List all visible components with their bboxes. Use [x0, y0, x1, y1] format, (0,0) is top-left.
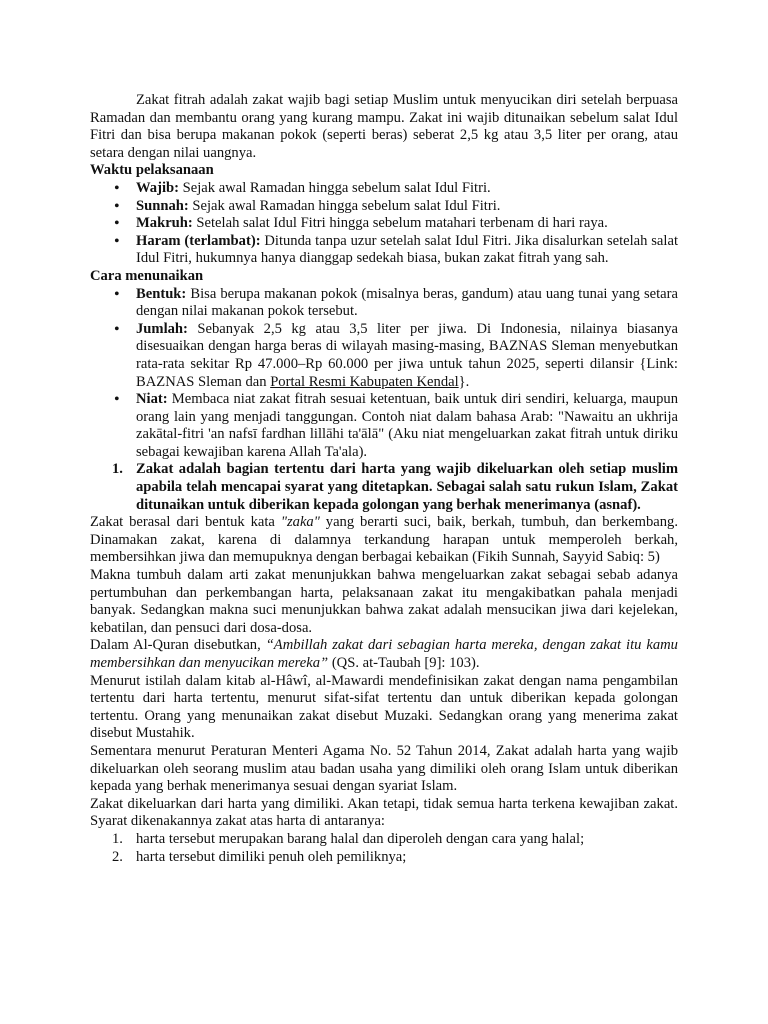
paragraph-mawardi: Menurut istilah dalam kitab al-Hâwî, al-Mawardi mendefinisikan zakat dengan nama pengambilan tertentu dari harta tertentu, menurut sifat-sifat tertentu dan untuk diberikan kepada golongan tertentu. Orang yang menunaikan zakat disebut Muzaki. Sedangkan orang yang menerima zakat disebut Mustahik. [90, 672, 678, 742]
paragraph-zaka [90, 514, 678, 567]
list-item [90, 215, 678, 233]
text-span: Zakat berasal dari bentuk kata [90, 514, 281, 531]
text-span: (QS. at-Taubah [9]: 103). [328, 655, 480, 671]
term-niat: Niat: [136, 391, 168, 408]
syarat-text: harta tersebut dimiliki penuh oleh pemiliknya; [136, 848, 407, 865]
desc-wajib: Sejak awal Ramadan hingga sebelum salat Idul Fitri. [178, 179, 491, 196]
desc-jumlah-end: }. [458, 373, 470, 390]
desc-haram: Ditunda tanpa uzur setelah salat Idul Fitri. Jika disalurkan setelah salat Idul Fitri, hukumnya hanya dianggap sedekah biasa, bukan zakat fitrah yang sah. [136, 232, 678, 267]
text-span: Dalam Al-Quran disebutkan, [90, 637, 266, 654]
quran-quote: “Ambillah zakat dari sebagian harta mereka, dengan zakat itu kamu membersihkan dan menyucikan mereka” [90, 637, 678, 671]
term-zaka: "zaka" [280, 514, 320, 531]
desc-niat: Membaca niat zakat fitrah sesuai ketentuan, baik untuk diri sendiri, keluarga, maupun orang lain yang menjadi tanggungan. Contoh niat dalam bahasa Arab: "Nawaitu an ukhrija zakātal-fitri 'an nafsī fardhan lillāhi ta'ālā" (Aku niat mengeluarkan zakat fitrah untuk diriku sebagai kewajiban karena Allah Ta'ala). [136, 391, 678, 460]
paragraph-dikeluarkan: Zakat dikeluarkan dari harta yang dimiliki. Akan tetapi, tidak semua harta terkena kewajiban zakat. Syarat dikenakannya zakat atas harta di antaranya: [90, 795, 678, 830]
list-item [90, 180, 678, 198]
definition-text: Zakat adalah bagian tertentu dari harta yang wajib dikeluarkan oleh setiap muslim apabila telah mencapai syarat yang ditetapkan. Sebagai salah satu rukun Islam, Zakat ditunaikan untuk diberikan kepada golongan yang berhak menerimanya (asnaf). [136, 461, 678, 513]
list-item [90, 831, 678, 849]
desc-sunnah: Sejak awal Ramadan hingga sebelum salat Idul Fitri. [188, 197, 501, 214]
list-item [90, 286, 678, 321]
list-item [90, 321, 678, 391]
heading-cara-menunaikan: Cara menunaikan [90, 267, 204, 284]
waktu-list [90, 180, 678, 268]
term-jumlah: Jumlah: [136, 320, 188, 337]
list-item [90, 198, 678, 216]
definition-list [90, 461, 678, 514]
list-item [90, 849, 678, 867]
list-number: 1. [112, 830, 123, 847]
list-item [90, 233, 678, 268]
term-bentuk: Bentuk: [136, 285, 187, 302]
syarat-text: harta tersebut merupakan barang halal dan diperoleh dengan cara yang halal; [136, 830, 585, 847]
intro-paragraph: Zakat fitrah adalah zakat wajib bagi setiap Muslim untuk menyucikan diri setelah berpuasa Ramadan dan membantu orang yang kurang mampu. Zakat ini wajib ditunaikan sebelum salat Idul Fitri dan bisa berupa makanan pokok (seperti beras) seberat 2,5 kg atau 3,5 liter per orang, atau setara dengan nilai uangnya. [90, 92, 678, 161]
list-number: 2. [112, 848, 123, 865]
term-sunnah: Sunnah: [136, 197, 189, 214]
list-item [90, 461, 678, 514]
term-haram: Haram (terlambat): [136, 232, 261, 249]
syarat-list [90, 831, 678, 866]
desc-jumlah: Sebanyak 2,5 kg atau 3,5 liter per jiwa. Di Indonesia, nilainya biasanya disesuaikan dengan harga beras di wilayah masing-masing, BAZNAS Sleman menyebutkan rata-rata sekitar Rp 47.000–Rp 60.000 per jiwa untuk tahun 2025, seperti dilansir {Link: BAZNAS Sleman dan [136, 320, 678, 390]
cara-list [90, 286, 678, 462]
paragraph-makna: Makna tumbuh dalam arti zakat menunjukkan bahwa mengeluarkan zakat sebagai sebab adanya pertumbuhan dan perkembangan harta, pelaksanaan zakat itu mengakibatkan pahala menjadi banyak. Sedangkan makna suci menunjukkan bahwa zakat adalah mensucikan jiwa dari kejelekan, kebatilan, dan pensuci dari dosa-dosa. [90, 567, 678, 636]
list-item [90, 391, 678, 461]
desc-makruh: Setelah salat Idul Fitri hingga sebelum matahari terbenam di hari raya. [192, 215, 608, 232]
paragraph-quran [90, 637, 678, 672]
list-number: 1. [112, 461, 123, 478]
link-portal-kendal[interactable]: Portal Resmi Kabupaten Kendal [270, 373, 459, 390]
desc-bentuk: Bisa berupa makanan pokok (misalnya beras, gandum) atau uang tunai yang setara dengan nilai makanan pokok tersebut. [136, 285, 678, 320]
text-span: yang berarti suci, baik, berkah, tumbuh, dan berkembang. Dinamakan zakat, karena di dalamnya terkandung harapan untuk memperoleh berkah, membersihkan jiwa dan memupuknya dengan berbagai kebaikan (Fikih Sunnah, Sayyid Sabiq: 5) [90, 514, 678, 566]
term-wajib: Wajib: [136, 179, 179, 196]
paragraph-pma: Sementara menurut Peraturan Menteri Agama No. 52 Tahun 2014, Zakat adalah harta yang wajib dikeluarkan oleh seorang muslim atau badan usaha yang dimiliki oleh orang Islam untuk diberikan kepada yang berhak menerimanya sesuai dengan syariat Islam. [90, 742, 678, 795]
heading-waktu-pelaksanaan: Waktu pelaksanaan [90, 162, 214, 179]
term-makruh: Makruh: [136, 215, 193, 232]
document-page [90, 92, 678, 866]
